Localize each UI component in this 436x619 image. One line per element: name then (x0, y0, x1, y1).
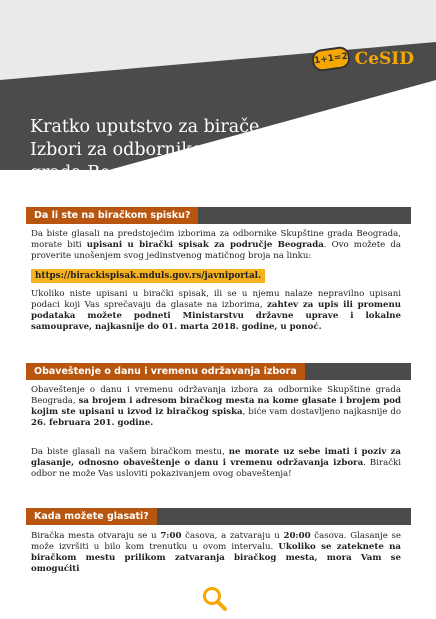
text: Biračka mesta otvaraju se u (31, 531, 161, 541)
section-3-bar (26, 508, 411, 525)
text: Da biste glasali na predstojećim izborima za odbornike Skupštine grada Beograda, morate biti (31, 229, 401, 250)
title-line-3: grada Beograda (04.03.2018.) (30, 163, 298, 183)
section-1-bar (26, 207, 411, 224)
text-bold: 26. februara 201. godine. (31, 417, 154, 428)
section-3-heading: Kada možete glasati? (26, 508, 157, 525)
text: . Birački odbor ne može Vas usloviti pokazivanjem ovog obaveštenja! (31, 457, 401, 479)
text-bold: upisani u birački spisak za područje Beograda (86, 239, 324, 250)
text: Da biste glasali na vašem biračkom mestu, (31, 447, 229, 457)
header (0, 20, 436, 200)
text-bold: 7:00 (160, 531, 182, 541)
section-1-paragraph-2 (31, 289, 401, 333)
text: časova, a zatvaraju u (181, 531, 284, 541)
logo-text: CeSID (354, 49, 414, 69)
section-2-paragraph-2 (31, 447, 401, 480)
section-1-heading: Da li ste na biračkom spisku? (26, 207, 198, 224)
section-3-paragraph-1 (31, 531, 401, 575)
page-title (30, 116, 410, 185)
title-line-2: Izbori za odbornike Skupštine (30, 140, 297, 160)
text: , biće vam dostavljeno najkasnije do (242, 406, 401, 417)
title-line-1: Kratko uputstvo za birače (30, 117, 260, 137)
text: Ukoliko niste upisani u birački spisak, ili se u njemu nalaze nepravilno upisani podaci koji Vas sprečavaju da glasate na izborima, (31, 289, 401, 310)
text-bold: sa brojem i adresom biračkog mesta na kome glasate i brojem pod kojim ste upisani u izvod iz biračkog spiska (31, 395, 401, 417)
section-1-paragraph-1 (31, 229, 401, 262)
section-2-bar (26, 363, 411, 380)
text-bold: ne morate uz sebe imati i poziv za glasanje, odnosno obaveštenje o danu i vremenu održavanja izbora (31, 447, 401, 468)
text: Obaveštenje o danu i vremenu održavanja izbora za odbornike Skupštine grada Beograda, (31, 385, 401, 406)
section-2-heading: Obaveštenje o danu i vremenu održavanja izbora (26, 363, 305, 380)
text: . Ovo možete da proverite unošenjem svog jedinstvenog matičnog broja na linku: (31, 239, 401, 261)
text: časova. Glasanje se može izvršiti u bilo kom trenutku u ovom intervalu. (31, 531, 402, 552)
top-strip (0, 0, 436, 20)
text-bold: 20:00 (283, 531, 311, 541)
text-bold: Ukoliko se zateknete na biračkom mestu prilikom zatvaranja biračkog mesta, mora Vam se omogućiti (31, 541, 401, 574)
logo-mark: 1+1=2 (310, 45, 351, 72)
magnifier-icon[interactable] (202, 586, 228, 612)
birack-spisak-link[interactable]: https://birackispisak.mduls.gov.rs/javniportal. (31, 269, 265, 283)
cesid-logo (312, 48, 414, 70)
text-bold: zahtev za upis ili promenu podataka možete podneti Ministarstvu državne uprave i lokalne samouprave, najkasnije do 01. marta 2018. godine, u ponoć. (31, 299, 401, 332)
section-2-paragraph-1 (31, 385, 401, 429)
